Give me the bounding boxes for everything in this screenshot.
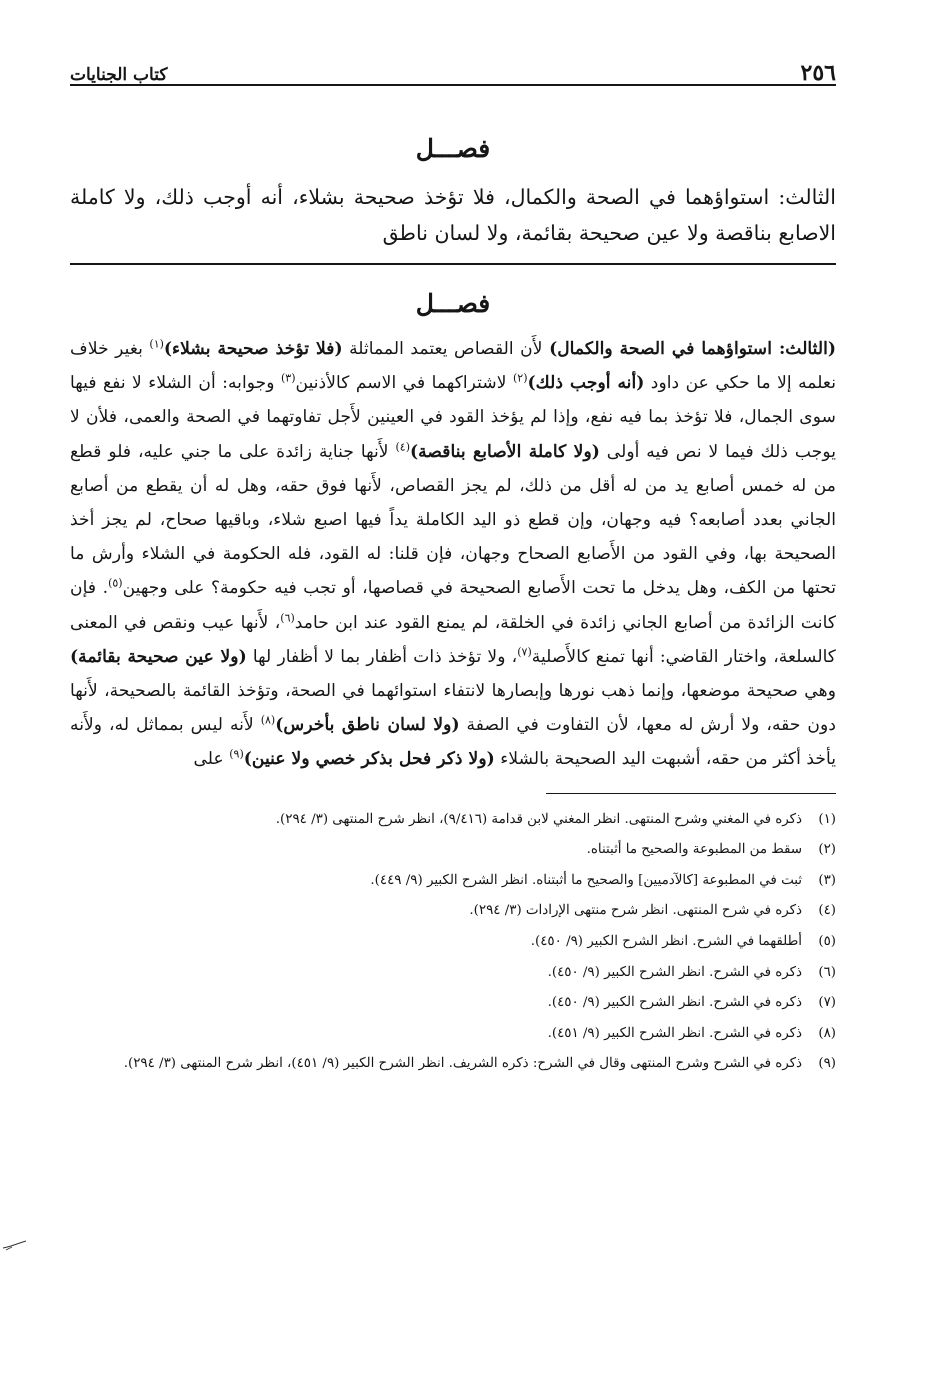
footnote-text: ذكره في الشرح وشرح المنتهى وقال في الشرح: ذكره الشريف. انظر الشرح الكبير (٩/ ٤٥١)، انظر شرح المنتهى (٣/ ٢٩٤). (123, 1056, 802, 1072)
commentary-text: ، ولا تؤخذ ذات أظفار بما لا أظفار لها (246, 646, 518, 667)
footnote-reference: (٥) (108, 576, 123, 590)
commentary-text: لأَنها جناية زائدة على ما جني عليه، فلو قطع من له خمس أصابع يد من له أقل من ذلك، لم يجز القصاص، لأَنها فوق حقه، وهل له أن يقطع من أصابع الجاني بعدد أصابعه؟ فيه وجهان، وإن قطع ذو اليد الكاملة يداً فيها اصبع شلاء، وباقيها صحاح، لم يجز أخذ الصحيحة بها، وفي القود من الأَصابع الصحاح وجهان، فإن قلنا: له القود، فله الحكومة في الشلاء وأرش ما تحتها من الكف، وهل يدخل ما تحت الأَصابع الصحيحة في قصاصها، أو تجب فيه حكومة؟ على وجهين (70, 441, 836, 599)
commentary-text: على (193, 749, 230, 770)
sharh-text (70, 332, 836, 777)
book-title: كتاب الجنايات (70, 65, 168, 85)
footnote-number: (٢) (818, 842, 836, 858)
quoted-matn-phrase: (الثالث: استواؤهما في الصحة والكمال) (549, 339, 836, 359)
footnote-item (70, 991, 836, 1015)
commentary-text: وهي صحيحة موضعها، وإنما ذهب نورها وإبصارها لانتفاء استوائهما في الصحة، وتؤخذ القائمة بالصحيحة، لأَنها دون حقه، ولا أرش له معها، لأن التفاوت في الصفة (70, 681, 837, 736)
footnote-reference: (٣) (280, 371, 296, 385)
footnote-number: (٣) (818, 872, 836, 888)
footnote-item (70, 1052, 836, 1076)
commentary-text: بغير خلاف نعلمه إلا ما حكي عن داود (70, 339, 836, 394)
footnote-separator (546, 793, 836, 794)
sharh-section-heading: فصـــل (415, 289, 491, 318)
commentary-text: ، لأَنها عيب ونقص في المعنى كالسلعة، واختار القاضي: أنها تمنع كالأَصلية (70, 612, 836, 667)
footnote-item (70, 808, 836, 832)
running-header (70, 48, 836, 86)
quoted-matn-phrase: (ولا ذكر فحل بذكر خصي ولا عنين) (243, 749, 495, 770)
footnote-item (70, 869, 836, 893)
footnote-item (70, 961, 836, 985)
quoted-matn-phrase: (أنه أوجب ذلك) (527, 373, 645, 394)
footnote-text: ذكره في الشرح. انظر الشرح الكبير (٩/ ٤٥٠). (547, 964, 802, 980)
footnote-reference: (٧) (517, 645, 532, 659)
footnote-text: ذكره في شرح المنتهى. انظر شرح منتهى الإرادات (٣/ ٢٩٤). (469, 903, 802, 919)
footnote-item (70, 1022, 836, 1046)
footnote-item (70, 838, 836, 862)
footnote-text: ذكره في المغني وشرح المنتهى. انظر المغني لابن قدامة (٩/٤١٦)، انظر شرح المنتهى (٣/ ٢٩٤). (275, 811, 802, 827)
book-page (70, 48, 836, 1083)
matn-section-heading: فصـــل (415, 134, 491, 163)
footnote-text: ذكره في الشرح. انظر الشرح الكبير (٩/ ٤٥١). (547, 1025, 802, 1041)
page-number: ٢٥٦ (800, 60, 836, 86)
footnote-reference: (١) (149, 337, 164, 351)
quoted-matn-phrase: (ولا لسان ناطق بأخرس) (275, 715, 460, 736)
quoted-matn-phrase: (ولا عين صحيحة بقائمة) (70, 646, 247, 667)
footnote-number: (٤) (818, 903, 836, 919)
footnote-number: (٩) (818, 1056, 836, 1072)
footnote-text: أطلقهما في الشرح. انظر الشرح الكبير (٩/ ٤٥٠). (530, 934, 802, 950)
commentary-text: لاشتراكهما في الاسم كالأذنين (295, 373, 513, 394)
footnote-reference: (٩) (229, 747, 244, 761)
footnote-reference: (٤) (395, 439, 410, 453)
quoted-matn-phrase: (ولا كاملة الأصابع بناقصة) (409, 441, 600, 462)
footnote-item (70, 930, 836, 954)
margin-scribble-mark (2, 1238, 28, 1252)
footnote-number: (٨) (818, 1025, 836, 1041)
footnote-text: سقط من المطبوعة والصحيح ما أثبتناه. (586, 842, 802, 858)
commentary-text: . فإن كانت الزائدة من أصابع الجاني زائدة في الخلقة، لم يمنع القود عند ابن حامد (70, 578, 837, 633)
footnote-reference: (٦) (280, 610, 295, 624)
commentary-text: لأَنه ليس بمماثل له، ولأَنه يأخذ أكثر من حقه، أشبهت اليد الصحيحة بالشلاء (70, 715, 836, 770)
footnote-text: ذكره في الشرح. انظر الشرح الكبير (٩/ ٤٥٠). (547, 995, 802, 1011)
footnote-item (70, 899, 836, 923)
quoted-matn-phrase: (فلا تؤخذ صحيحة بشلاء) (163, 339, 343, 359)
footnote-reference: (٨) (260, 713, 276, 727)
footnote-number: (٦) (818, 964, 836, 980)
footnote-reference: (٢) (512, 371, 528, 385)
matn-text: الثالث: استواؤهما في الصحة والكمال، فلا تؤخذ صحيحة بشلاء، أنه أوجب ذلك، ولا كاملة الاصابع بناقصة ولا عين صحيحة بقائمة، ولا لسان ناطق (70, 179, 836, 265)
footnote-number: (١) (818, 811, 836, 827)
footnote-text: ثبت في المطبوعة [كالآدميين] والصحيح ما أثبتناه. انظر الشرح الكبير (٩/ ٤٤٩). (370, 872, 802, 888)
footnotes-list (70, 808, 836, 1077)
footnote-number: (٥) (818, 934, 836, 950)
footnote-number: (٧) (818, 995, 836, 1011)
commentary-text: وجوابه: أن الشلاء لا نفع فيها سوى الجمال، فلا تؤخذ بما فيه نفع، وإذا لم يؤخذ القود في العينين لأَجل تفاوتهما في الصحة والعمى، فلأن لا يوجب ذلك فيما لا نص فيه أولى (70, 373, 836, 462)
commentary-text: لأَن القصاص يعتمد المماثلة (342, 339, 550, 359)
